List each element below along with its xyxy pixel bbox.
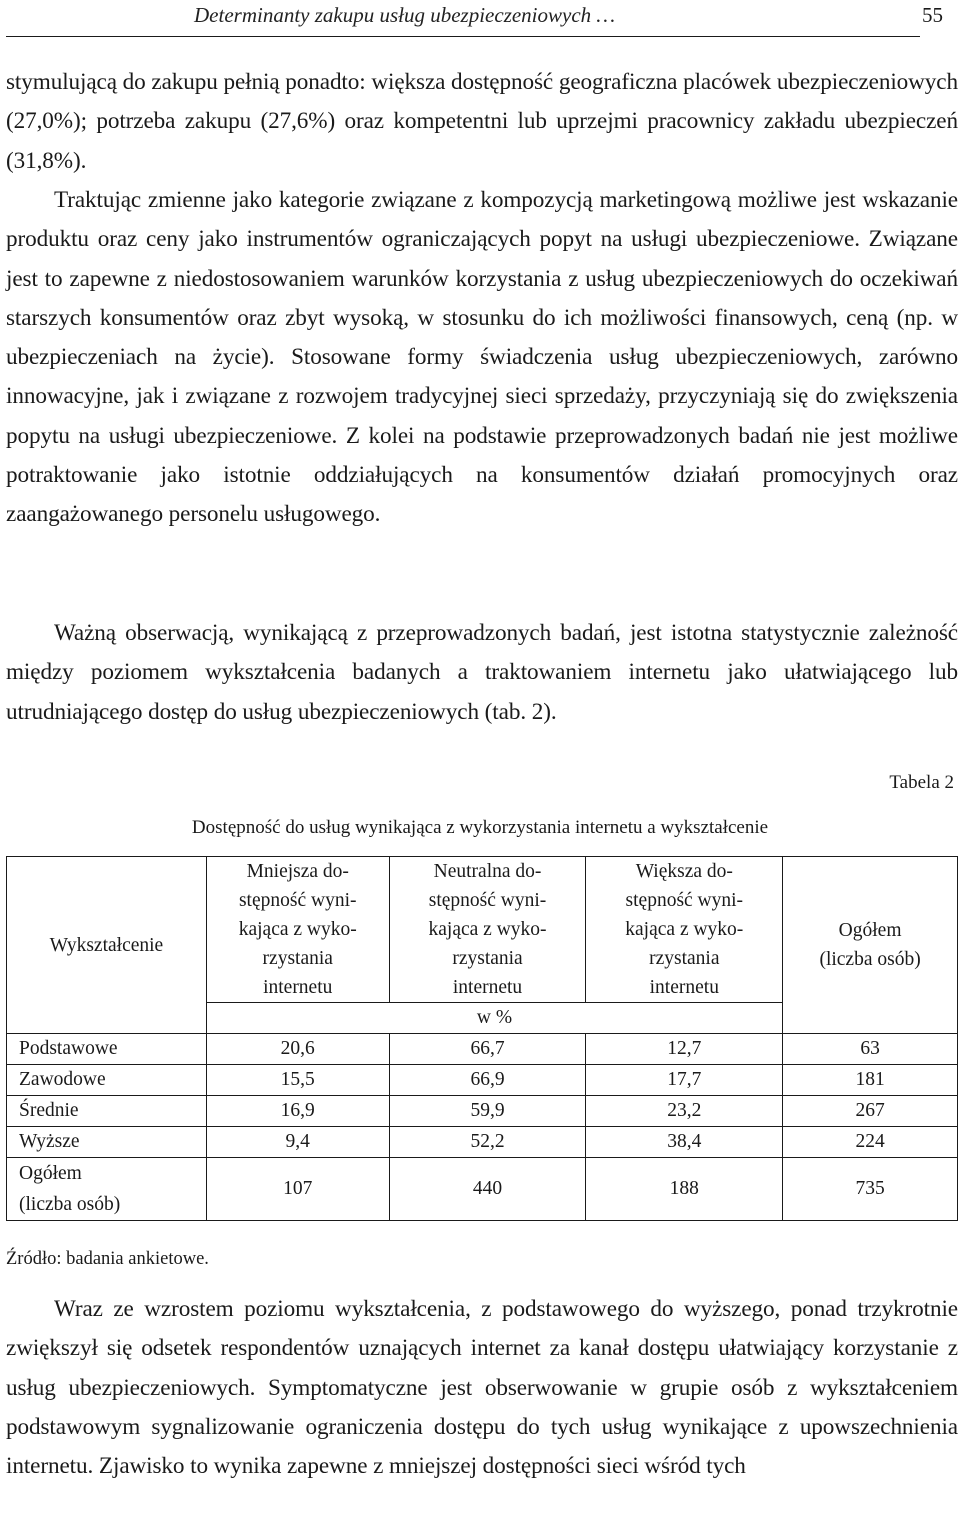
page-number: 55 — [922, 3, 943, 27]
cell-less: 16,9 — [206, 1096, 389, 1127]
header-more-access: Większa do- stępność wyni- kająca z wyko- rzystania internetu — [586, 857, 783, 1003]
unit-label: w % — [206, 1003, 782, 1034]
table-row-total — [7, 1158, 958, 1221]
row-label: Wyższe — [7, 1127, 207, 1158]
table-row — [7, 1127, 958, 1158]
cell-total: 181 — [783, 1065, 958, 1096]
cell-total: 267 — [783, 1096, 958, 1127]
cell-neutral: 440 — [389, 1158, 586, 1221]
cell-neutral: 52,2 — [389, 1127, 586, 1158]
running-title: Determinanty zakupu usług ubezpieczeniowych … — [194, 3, 616, 27]
header-education: Wykształcenie — [7, 857, 207, 1034]
row-label-total: Ogółem (liczba osób) — [7, 1158, 207, 1221]
table-label: Tabela 2 — [889, 772, 954, 793]
cell-less: 107 — [206, 1158, 389, 1221]
cell-neutral: 66,7 — [389, 1034, 586, 1065]
row-label: Podstawowe — [7, 1034, 207, 1065]
table-row — [7, 1096, 958, 1127]
row-label: Średnie — [7, 1096, 207, 1127]
header-neutral-access: Neutralna do- stępność wyni- kająca z wyko- rzystania internetu — [389, 857, 586, 1003]
table-title: Dostępność do usług wynikająca z wykorzystania internetu a wykształcenie — [191, 817, 769, 838]
data-table — [6, 856, 958, 1221]
paragraph-2: Traktując zmienne jako kategorie związane z kompozycją marketingową możliwe jest wskazanie produktu oraz ceny jako instrumentów ograniczających popyt na usługi ubezpieczeniowe. Związane jest to zapewne z niedostosowaniem warunków korzystania z usług ubezpieczeniowych do oczekiwań starszych konsumentów oraz zbyt wysoką, w stosunku do ich możliwości finansowych, ceną (np. w ubezpieczeniach na życie). Stosowane formy świadczenia usług ubezpieczeniowych, zarówno innowacyjne, jak i związane z rozwojem tradycyjnej sieci sprzedaży, przyczyniają się do zwiększenia popytu na usługi ubezpieczeniowe. Z kolei na podstawie przeprowadzonych badań nie jest możliwe potraktowanie jako istotnie oddziałujących na konsumentów działań promocyjnych oraz zaangażowanego personelu usługowego. — [6, 187, 958, 528]
cell-neutral: 59,9 — [389, 1096, 586, 1127]
cell-total: 224 — [783, 1127, 958, 1158]
cell-less: 20,6 — [206, 1034, 389, 1065]
paragraph-1: stymulującą do zakupu pełnią ponadto: większa dostępność geograficzna placówek ubezpieczeniowych (27,0%); potrzeba zakupu (27,6%) oraz kompetentni lub uprzejmi pracownicy zakładu ubezpieczeń (31,8%). — [6, 69, 958, 174]
header-less-access: Mniejsza do- stępność wyni- kająca z wyko- rzystania internetu — [206, 857, 389, 1003]
table-source: Źródło: badania ankietowe. — [6, 1249, 209, 1269]
cell-less: 9,4 — [206, 1127, 389, 1158]
cell-neutral: 66,9 — [389, 1065, 586, 1096]
row-label: Zawodowe — [7, 1065, 207, 1096]
paragraph-4: Wraz ze wzrostem poziomu wykształcenia, z podstawowego do wyższego, ponad trzykrotnie zwiększył się odsetek respondentów uznających internet za kanał dostępu ułatwiający korzystanie z usług ubezpieczeniowych. Symptomatyczne jest obserwowanie w grupie osób z wykształceniem podstawowym sygnalizowanie ograniczenia dostępu do tych usług wynikające z upowszechnienia internetu. Zjawisko to wynika zapewne z mniejszej dostępności sieci wśród tych — [6, 1296, 958, 1480]
cell-total: 735 — [783, 1158, 958, 1221]
cell-more: 188 — [586, 1158, 783, 1221]
page-header — [6, 0, 943, 37]
table-header-row — [7, 857, 958, 1003]
table-row — [7, 1065, 958, 1096]
header-total: Ogółem (liczba osób) — [783, 857, 958, 1034]
cell-more: 23,2 — [586, 1096, 783, 1127]
cell-less: 15,5 — [206, 1065, 389, 1096]
cell-more: 38,4 — [586, 1127, 783, 1158]
paragraph-3: Ważną obserwacją, wynikającą z przeprowadzonych badań, jest istotna statystycznie zależność między poziomem wykształcenia badanych a traktowaniem internetu jako ułatwiającego lub utrudniającego dostęp do usług ubezpieczeniowych (tab. 2). — [6, 620, 958, 725]
cell-more: 17,7 — [586, 1065, 783, 1096]
cell-total: 63 — [783, 1034, 958, 1065]
cell-more: 12,7 — [586, 1034, 783, 1065]
table-row — [7, 1034, 958, 1065]
